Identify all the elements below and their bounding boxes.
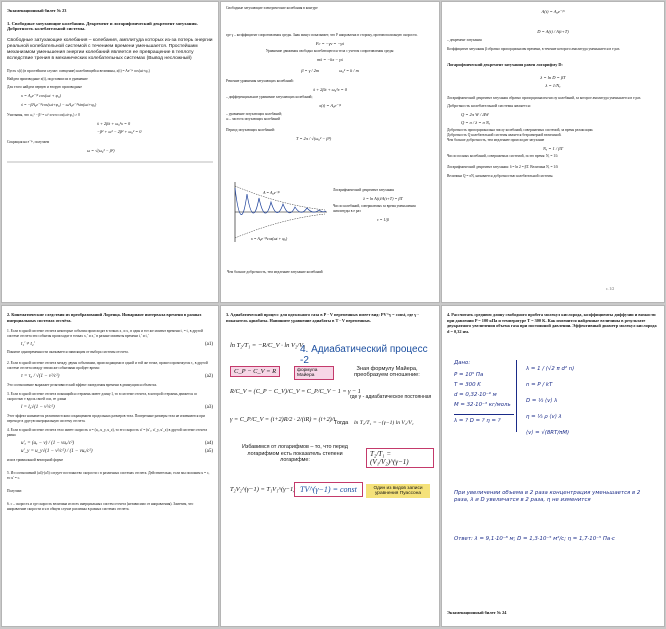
given-p: P = 10⁵ Па [454, 372, 484, 378]
tau-eq: τ = 1/β [377, 217, 389, 222]
intro-text: Свободные затухающие электрические колебания в контуре [226, 6, 318, 10]
ratio-eq: R/C_V = (C_P − C_V)/C_V = C_P/C_V − 1 = γ − 1 [230, 388, 361, 395]
page-1 [2, 2, 218, 302]
given-m: M = 32·10⁻³ кг/моль [454, 402, 511, 408]
amplitude-label: A = A₀e⁻ᵝᵗ [263, 190, 280, 195]
answer-text: Ответ: λ = 9,1·10⁻⁸ м; D = 1,3·10⁻⁵ м²/с; η = 1,7·10⁻⁵ Па·с [454, 536, 615, 542]
given-divider [454, 414, 514, 415]
q-final: Величина Q = πNₑ называется добротностью колебательной системы. [447, 173, 554, 178]
log-final: Логарифмический декремент затухания: δ = ln 2 = βT. Величина Nₑ = 1/δ [447, 164, 558, 169]
formula-lambda: λ = 1 / (√2 π d² n) [526, 366, 575, 372]
meyer-eq: C_P − C_V = R [230, 366, 280, 377]
slide [226, 336, 434, 524]
formula-v: ⟨v⟩ = √(8RT/πM) [526, 430, 570, 436]
paragraph-1: Коэффициент затухания β обратно пропорционален времени, в течение которого амплитуда уменьшается в e раз. [447, 47, 621, 51]
text-10: Получим: [7, 489, 22, 494]
question-3-title: 3. Адиабатический процесс для идеального газа в Р - V переменных имеет вид: PV^γ = const, где γ - показатель адиабаты. Напишите уравнение адиабаты в Т - V переменных. [226, 312, 419, 323]
omega0-eq: ω₀² = k / m [339, 68, 359, 73]
find-label: λ = ? D = ? η = ? [454, 418, 501, 424]
envelope-lower [235, 214, 325, 238]
q-text-1: Добротность пропорциональна числу колебаний, совершаемых системой, за время релаксации. [447, 127, 594, 132]
equation-1: x = A₀e⁻ᵝᵗ cos(ωt + φ₀) [21, 92, 61, 98]
derivation-line-1: Пусть x(t) (в простейшем случае: смещение) колеблющейся величины, x(t) = Ae⁻ᵝᵗ cos(ωt+φ₀) [7, 68, 150, 73]
log-text: Логарифмический декремент затухания [333, 188, 394, 192]
text-4: Это соотношение выражает релятивистский эффект замедления времени в движущихся объектах. [7, 383, 158, 388]
page-6 [442, 306, 664, 626]
text-9: 5. Из соотношений (а4)-(а5) следует постоянство скорости c в различных системах отсчета. Действительно, если мы положим u = c, то u′ = c. [7, 471, 210, 481]
gamma-text: где γ – коэффициент сопротивления среды. Знак минус показывает, что F направлена в сторону, противоположную скорости. [226, 33, 418, 37]
diff-text: Уравнение движения свободно колеблющегося тела с учетом сопротивления среды: [265, 49, 395, 53]
eq-a1-body: t₁′ ≠ t₂′ [21, 342, 35, 348]
log-eq-2: λ = 1/Nₑ [545, 83, 561, 89]
then-label: Тогда [334, 420, 349, 426]
handwritten-solution [454, 360, 654, 588]
gamma-eq: γ = C_P/C_V = (i+2)R/2 · 2/(iR) = (i+2)/i [230, 416, 336, 423]
period-text: Период затухающих колебаний: [226, 128, 275, 132]
eq-a3-body: l = l₀√(1 − v²/c²) [21, 405, 55, 411]
formula-d: D = ⅓ ⟨v⟩ λ [526, 398, 558, 404]
text-1: 1. Если в одной системе отсчета некоторые события происходят в точках x₁ и x₂ в один и тот же момент времени t₁ = t₂ в другой системе отсчета эти события происходят в точках x₁′ и x₂′ в разные моменты времени t₁′ и t₂′ [7, 329, 203, 339]
eq-a5-body: u′_y = u_y√(1 − v²/c²) / (1 − vuₓ/c²) [21, 449, 93, 455]
text-7: 4. Если в одной системе отсчета тело имеет скорость u = (uₓ, u_y, u_z), то его скорость u′ = (u′ₓ, u′_y, u′_z) в другой системе отсчета равна [7, 428, 208, 438]
period-eq: T = 2π / √(ω₀² − β²) [296, 136, 332, 141]
eq-a2-num: (a2) [204, 374, 213, 380]
eq-a2 [21, 374, 213, 379]
eq-a1-num: (a1) [204, 342, 213, 348]
gamma-note: где γ - адиабатическое постоянная [350, 394, 432, 400]
bullet-1: – дифференциальное уравнение затухающих колебаний; [226, 95, 313, 99]
q-title: Добротность колебательной системы является: [447, 103, 531, 109]
definition-tail: (Вывод несложный) [146, 55, 192, 61]
question-2-title: 2. Кинематические следствия из преобразований Лоренца. Инвариант интервала времени в разных инерциальных системах отсчёта. [7, 312, 202, 323]
params-row [226, 65, 434, 76]
eq-a3 [21, 405, 213, 410]
ticket-title: Экзаменационный билет № 23 [7, 8, 67, 13]
eq-a4-body: u′ₓ = (uₓ − v) / (1 − vuₓ/c²) [21, 441, 75, 447]
bullet-2: – уравнение затухающих колебаний; [226, 112, 282, 116]
n-example: Число полных колебаний, совершаемых системой, за это время: Nₑ = 1/λ [447, 153, 558, 158]
tt-eq: T₂/T₁ = (V₁/V₂)^(γ−1) [366, 448, 434, 468]
equation-4: −β² + ω² − 2β² + ω₀² = 0 [97, 128, 142, 134]
final-eq: T₂V₂^(γ−1) = T₁V₁^(γ−1) [230, 486, 296, 493]
given-vline [516, 360, 517, 432]
ln-eq-2: ln T₂/T₁ = −(γ−1) ln V₂/V₁ [354, 420, 414, 426]
n-text: Число колебаний, совершаемых за время уменьшения амплитуды в e раз [333, 204, 416, 213]
page-4 [2, 306, 218, 626]
given-label: Дано: [454, 360, 471, 366]
equation-5: ω = √(ω₀² − β²) [87, 147, 115, 153]
derivation-line-2: Найдем производные x(t), подставим их в уравнение [7, 76, 88, 81]
amplitude-eq: A(t) = A₀e⁻ᵝᵗ [541, 9, 565, 14]
definition-text [7, 38, 213, 62]
eq-a2-body: τ = τ₀ / √(1 − v²/c²) [21, 374, 60, 380]
q-eq: Q = 2π W / ΔW [461, 111, 489, 117]
formula-n: n = P / kT [526, 382, 553, 388]
beta-eq: β = γ / 2m [301, 68, 320, 73]
equation-3: ẍ + 2βẋ + ω₀²x = 0 [97, 120, 131, 126]
derivation-line-5: Сокращая на e⁻ᵝᵗ, получаем [7, 139, 50, 144]
equation-2: ẋ = −βA₀e⁻ᵝᵗcos(ωt+φ₀) − ωA₀e⁻ᵝᵗsin(ωt+φ₀) [21, 101, 97, 107]
damped-eq: x(t) = A₀e⁻ᵝᵗ [319, 103, 341, 108]
text-11: 6. c – скорость и где скорость величина из всех инерциальных систем отсчета (независимо от направления). Заметим, что направление скорости и u в общем случае различны в разных системах отсчета. [7, 502, 194, 512]
curve-label: x = A₀e⁻ᵝᵗcos(ωt + φ₀) [251, 236, 288, 241]
bottom-text: Чем больше добротность, тем медленнее затухание колебаний [227, 270, 323, 274]
meyer-note: формула Майера [294, 366, 334, 380]
page-2 [221, 2, 439, 302]
decrement-label: – декремент затухания [447, 38, 482, 42]
text-5: 3. Если в одной системе отсчета покоящийся стержень имеет длину l₀ то в системе отсчета, в которой стержень движется со скоростью v вдоль своей оси, ее длина [7, 392, 198, 402]
damped-oscillation-graph [229, 180, 329, 244]
slide-title: 4. Адиабатический процесс -2 [300, 344, 428, 366]
eq-a1 [21, 342, 213, 347]
poisson-note: Один из видов записи уравнения Пуассона [366, 484, 430, 498]
slide-bullet: Зная формулу Майера, преобразуем отношение: [354, 366, 420, 378]
formula-eta: η = ⅓ ρ ⟨v⟩ λ [526, 414, 562, 420]
solution-text: Решение уравнения затухающих колебаний: [226, 79, 294, 83]
q-text-3: Чем больше добротность, тем медленнее происходит затухание [447, 137, 545, 142]
next-ticket-footer: Экзаменационный билет № 24 [447, 610, 507, 616]
text-8: или в тривиальной векторной форме [7, 458, 64, 463]
text-3: 2. Если в одной системе отсчета между двумя событиями, происходящими в одной и той же точке, прошел промежуток τ₀ в другой системе отсчета между этими же событиями пройдет время: [7, 361, 208, 371]
eq-a5-num: (a5) [204, 449, 213, 455]
derivation-line-4: Учитывая, что ω₀² − β² = ω² и что cos(ωt+φ₀) ≠ 0 [7, 112, 80, 117]
const-eq: TV^(γ−1) = const [294, 482, 363, 497]
motion-eq: mẍ = −kx − γẋ [317, 57, 343, 62]
text-2: Понятие одновременности оказывается зависящим от выбора системы отсчета. [7, 350, 129, 355]
paragraph-2: Логарифмический декремент затухания обратно пропорционален числу колебаний, за которое амплитуда уменьшается в e раз. [447, 96, 642, 101]
volume-change-text: При увеличении объема в 2 раза концентрация уменьшается в 2 раза, λ и D увеличатся в 2 раза, η не изменится [454, 490, 641, 503]
lambda-eq: λ = ln A(t)/A(t+T) = βT [363, 196, 403, 201]
question-4-title: 4. Рассчитать среднюю длину свободного пробега молекул кислорода, коэффициенты диффузии и вязкости при давлении P = 100 кПа и температуре T = 300 K. Как изменится найденные величины в результате двукратного увеличения объема газа при постоянной давлении. Эффективный диаметр молекул кислорода d = 0,32 нм. [447, 312, 657, 334]
bullet-3: ω – частота затухающих колебаний [226, 117, 280, 121]
page-5 [221, 306, 439, 626]
eq-a5 [21, 449, 213, 454]
page-number: с. 1/2 [606, 287, 614, 291]
eq-a4 [21, 441, 213, 446]
derivation-line-3: Для этого найдем первую и вторую производные [7, 84, 82, 89]
log-title: Логарифмический декремент затухания равен логарифму D: [447, 62, 563, 67]
log-eq: λ = ln D = βT [540, 75, 566, 81]
ln-eq: ln T₂/T₁ = −R/C_V · ln V₂/V₁ [230, 342, 306, 349]
n-eq: Nₑ = 1 / βT [543, 145, 563, 151]
solution-eq: ẍ + 2βẋ + ω₀²x = 0 [313, 87, 347, 92]
q-eq-2: Q = π / λ = π Nₑ [461, 119, 491, 125]
eq-a4-num: (a4) [204, 441, 213, 447]
page-3 [442, 2, 664, 302]
right-column [333, 188, 433, 225]
given-t: T = 300 K [454, 382, 481, 388]
text-6: Этот эффект называется релятивистским сокращением продольных размеров тела. Поперечные размеры тела не изменяются при переходе в другую инерциальную систему отсчета. [7, 414, 205, 424]
given-d: d = 0,32·10⁻⁹ м [454, 392, 497, 398]
envelope-upper [235, 186, 325, 210]
log-text: Избавимся от логарифмов – то, что перед логарифмом есть показатель степени логарифме: [242, 444, 348, 464]
oscillation-curve [235, 188, 326, 215]
definition-body: Свободные затухающие колебания – колебания, амплитуда которых из-за потерь энергии реальной колебательной системой с течением времени уменьшается. Простейшим механизмом уменьшения энергии колебаний является ее превращение в теплоту вследствие трения в механических колебательных системах [7, 37, 213, 61]
divider [7, 161, 213, 163]
question-1-title: 1. Свободные затухающие колебания. Декремент и логарифмический декремент затухания. Добротность колебательной системы. [7, 20, 198, 32]
decrement-eq: D = A(t) / A(t+T) [537, 29, 569, 34]
eq-a3-num: (a3) [204, 405, 213, 411]
resistance-force-eq: Fс = −γv = −γẋ [315, 41, 345, 46]
q-text-2: Добротность Q колебательной системы является безразмерной величиной. [447, 132, 562, 137]
